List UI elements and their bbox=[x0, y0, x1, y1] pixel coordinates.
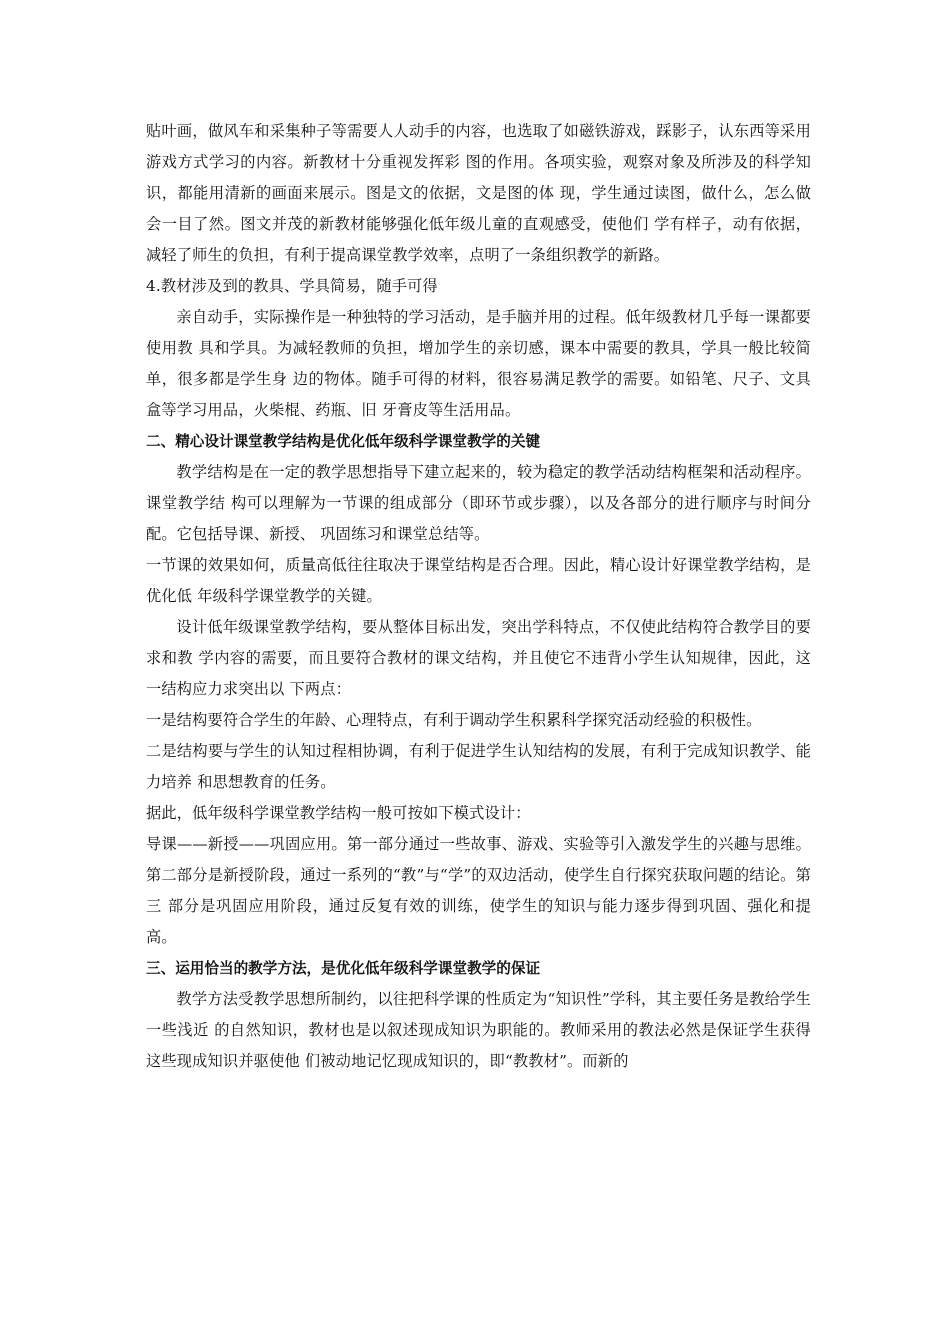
paragraph-teaching-methods: 教学方法受教学思想所制约，以往把科学课的性质定为“知识性”学科，其主要任务是教给学生一些浅近 的自然知识，教材也是以叙述现成知识为职能的。教师采用的教法必然是保证学生获得这些现成知识并驱使他 们被动地记忆现成知识的，即“教教材”。而新的 bbox=[146, 990, 811, 1070]
paragraph-point-one: 一是结构要符合学生的年龄、心理特点，有利于调动学生积累科学探究活动经验的积极性。 bbox=[146, 711, 762, 729]
subheading-teaching-aids: 4.教材涉及到的教具、学具简易，随手可得 bbox=[146, 277, 438, 295]
paragraph-hands-on: 亲自动手，实际操作是一种独特的学习活动，是手脑并用的过程。低年级教材几乎每一课都要使用教 具和学具。为减轻教师的负担，增加学生的亲切感，课本中需要的教具，学具一般比较简单，很多都是学生身 边的物体。随手可得的材料，很容易满足教学的需要。如铅笔、尺子、文具盒等学习用品，火柴棍、药瓶、旧 牙膏皮等生活用品。 bbox=[146, 308, 811, 419]
paragraph-teaching-structure: 教学结构是在一定的教学思想指导下建立起来的，较为稳定的教学活动结构框架和活动程序。课堂教学结 构可以理解为一节课的组成部分（即环节或步骤），以及各部分的进行顺序与时间分配。它包括导课、新授、 巩固练习和课堂总结等。 bbox=[146, 463, 811, 543]
section-heading-3: 三、运用恰当的教学方法，是优化低年级科学课堂教学的保证 bbox=[146, 960, 541, 977]
paragraph-intro-materials: 贴叶画，做风车和采集种子等需要人人动手的内容，也选取了如磁铁游戏，踩影子，认东西等采用游戏方式学习的内容。新教材十分重视发挥彩 图的作用。各项实验，观察对象及所涉及的科学知识，都能用清新的画面来展示。图是文的依据，文是图的体 现，学生通过读图，做什么，怎么做会一目了然。图文并茂的新教材能够强化低年级儿童的直观感受，使他们 学有样子，动有依据，减轻了师生的负担，有利于提高课堂教学效率，点明了一条组织教学的新路。 bbox=[146, 122, 811, 264]
paragraph-point-two: 二是结构要与学生的认知过程相协调，有利于促进学生认知结构的发展，有利于完成知识教学、能力培养 和思想教育的任务。 bbox=[146, 742, 811, 791]
paragraph-model-stages: 导课——新授——巩固应用。第一部分通过一些故事、游戏、实验等引入激发学生的兴趣与思维。第二部分是新授阶段，通过一系列的“教”与“学”的双边活动，使学生自行探究获取问题的结论。第三 部分是巩固应用阶段，通过反复有效的训练，使学生的知识与能力逐步得到巩固、强化和提高。 bbox=[146, 835, 811, 946]
document-body bbox=[146, 116, 811, 1077]
paragraph-model-intro: 据此，低年级科学课堂教学结构一般可按如下模式设计： bbox=[146, 804, 531, 822]
section-heading-2: 二、精心设计课堂教学结构是优化低年级科学课堂教学的关键 bbox=[146, 433, 541, 450]
paragraph-design-structure: 设计低年级课堂教学结构，要从整体目标出发，突出学科特点，不仅使此结构符合教学目的要求和教 学内容的需要，而且要符合教材的课文结构，并且使它不违背小学生认知规律，因此，这一结构应力求突出以 下两点： bbox=[146, 618, 811, 698]
paragraph-lesson-effect: 一节课的效果如何，质量高低往往取决于课堂结构是否合理。因此，精心设计好课堂教学结构，是优化低 年级科学课堂教学的关键。 bbox=[146, 556, 811, 605]
